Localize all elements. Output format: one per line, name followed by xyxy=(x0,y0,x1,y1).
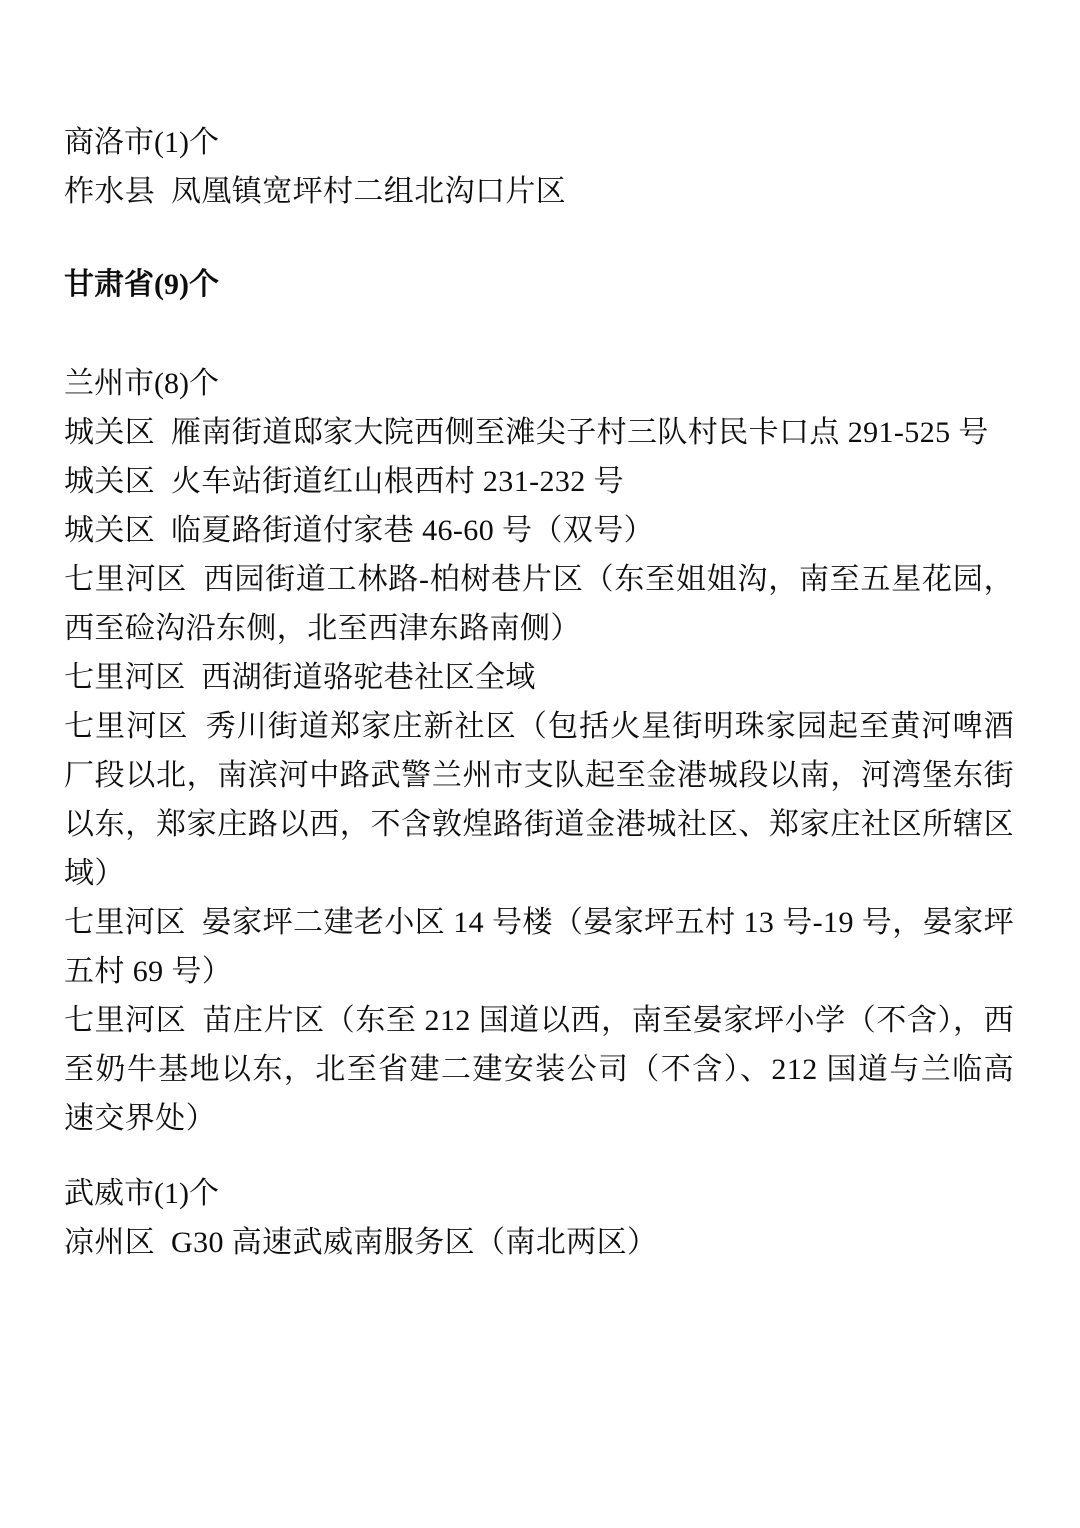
entry-item: 七里河区 秀川街道郑家庄新社区（包括火星街明珠家园起至黄河啤酒厂段以北，南滨河中路武警兰州市支队起至金港城段以南，河湾堡东街以东，郑家庄路以西，不含敦煌路街道金港城社区、郑家庄社区所辖区域） xyxy=(64,710,1014,890)
entry-item: 城关区 雁南街道邸家大院西侧至滩尖子村三队村民卡口点 291-525 号 xyxy=(64,416,989,449)
section-shangluo xyxy=(64,118,1014,216)
city-heading-lanzhou: 兰州市(8)个 xyxy=(64,367,219,400)
entry-item: 七里河区 西湖街道骆驼巷社区全域 xyxy=(64,661,536,694)
spacer xyxy=(64,1143,1014,1169)
entry-item: 七里河区 晏家坪二建老小区 14 号楼（晏家坪五村 13 号-19 号，晏家坪五村 69 号） xyxy=(64,906,1014,988)
entry-item: 城关区 临夏路街道付家巷 46-60 号（双号） xyxy=(64,514,654,547)
section-gansu xyxy=(64,260,1014,309)
city-heading-shangluo: 商洛市(1)个 xyxy=(64,126,219,159)
entry-item: 柞水县 凤凰镇宽坪村二组北沟口片区 xyxy=(64,175,567,208)
city-heading-wuwei: 武威市(1)个 xyxy=(64,1177,219,1210)
entry-item: 城关区 火车站街道红山根西村 231-232 号 xyxy=(64,465,624,498)
entry-item: 凉州区 G30 高速武威南服务区（南北两区） xyxy=(64,1226,658,1259)
section-wuwei xyxy=(64,1169,1014,1267)
section-lanzhou xyxy=(64,359,1014,1143)
province-heading-gansu: 甘肃省(9)个 xyxy=(64,268,219,301)
spacer xyxy=(64,309,1014,359)
entry-item: 七里河区 苗庄片区（东至 212 国道以西，南至晏家坪小学（不含），西至奶牛基地以东，北至省建二建安装公司（不含）、212 国道与兰临高速交界处） xyxy=(64,1004,1014,1135)
entry-item: 七里河区 西园街道工林路-柏树巷片区（东至姐姐沟，南至五星花园，西至硷沟沿东侧，北至西津东路南侧） xyxy=(64,563,1014,645)
spacer xyxy=(64,216,1014,260)
